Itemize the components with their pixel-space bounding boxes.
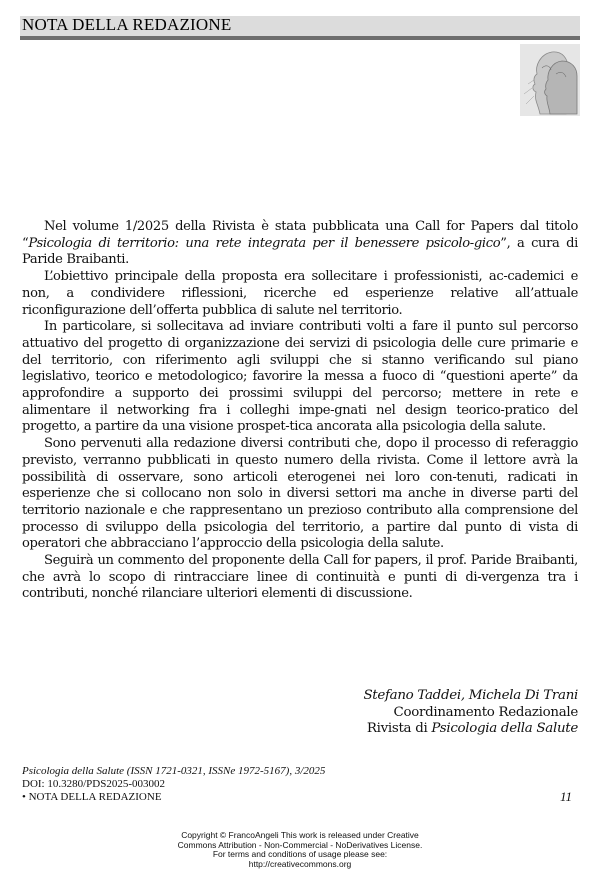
signature-authors: Stefano Taddei, Michela Di Trani xyxy=(363,688,578,703)
copyright-line-1: Copyright © FrancoAngeli This work is released under Creative xyxy=(181,830,419,840)
editorial-body xyxy=(22,219,578,603)
signature-role: Coordinamento Redazionale xyxy=(393,704,578,720)
footer-section: • NOTA DELLA REDAZIONE xyxy=(22,790,162,803)
copyright-line-2: Commons Attribution - Non-Commercial - NoDerivatives License. xyxy=(177,839,423,850)
page-footer xyxy=(22,765,578,803)
copyright-notice xyxy=(0,831,600,869)
profile-heads-logo-icon xyxy=(520,44,580,116)
paragraph-5: Seguirà un commento del proponente della Call for papers, il prof. Paride Braibanti, che avrà lo scopo di rintracciare linee di continuità e punti di di-vergenza tra i contributi, nonché rilanciare ulteriori elementi di discussione. xyxy=(22,553,578,602)
page-number: 11 xyxy=(559,788,572,804)
call-title: Psicologia di territorio: una rete integrata per il benessere psicolo-gico xyxy=(28,235,501,251)
copyright-line-3: For terms and conditions of usage please see: xyxy=(212,849,388,860)
paragraph-1: Nel volume 1/2025 della Rivista è stata pubblicata una Call for Papers dal titolo “Psicologia di territorio: una rete integrata per il benessere psicolo-gico”, a cura di Paride Braibanti. xyxy=(22,219,578,268)
signature-journal: Rivista di Psicologia della Salute xyxy=(366,721,578,737)
paragraph-4: Sono pervenuti alla redazione diversi contributi che, dopo il processo di referaggio previsto, verranno pubblicati in questo numero della rivista. Come il lettore avrà la possibilità di osservare, sono articoli eterogenei nei loro con-tenuti, radicati in esperienze che si collocano non solo in diversi settori ma anche in diverse parti del territorio nazionale e che rappresentano un prezioso contributo alla comprensione del processo di sviluppo della psicologia del territorio, a partire dal punto di vista di operatori che abbracciano l’approccio della psicologia della salute. xyxy=(22,436,578,552)
signature-block xyxy=(363,688,578,738)
journal-citation: Psicologia della Salute (ISSN 1721-0321, ISSNe 1972-5167), 3/2025 xyxy=(22,765,326,777)
paragraph-2: L’obiettivo principale della proposta era sollecitare i professionisti, ac-cademici e non, a condividere riflessioni, ricerche ed esperienze relative all’attuale riconfigurazione dell’offerta pubblica di salute nel territorio. xyxy=(22,269,578,318)
copyright-link[interactable]: http://creativecommons.org xyxy=(248,858,352,869)
section-title: NOTA DELLA REDAZIONE xyxy=(22,15,232,34)
doi: DOI: 10.3280/PDS2025-003002 xyxy=(22,777,166,790)
paragraph-3: In particolare, si sollecitava ad inviare contributi volti a fare il punto sul percorso attuativo del progetto di organizzazione dei servizi di psicologia delle cure primarie e del territorio, con riferimento agli sviluppi che si stanno verificando sul piano legislativo, teorico e metodologico; favorire la messa a fuoco di “questioni aperte” da approfondire a supporto dei prossimi sviluppi del percorso; mettere in rete e alimentare il networking fra i colleghi impe-gnati nel design teorico-pratico del progetto, a partire da una visione prospet-tica ancorata alla psicologia della salute. xyxy=(22,319,578,435)
